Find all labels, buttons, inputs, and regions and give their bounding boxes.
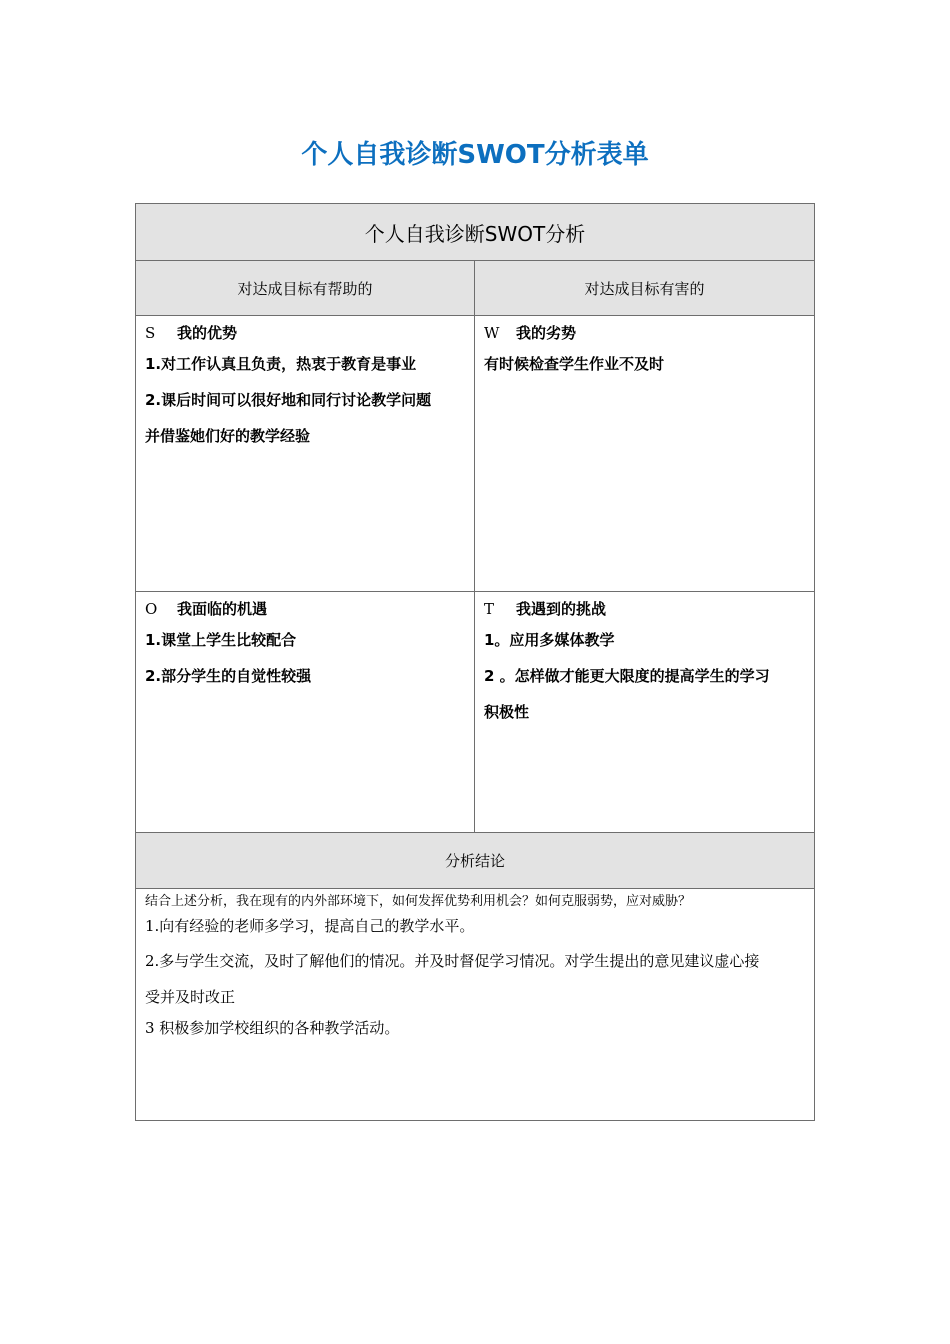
- weaknesses-line: 有时候检查学生作业不及时: [484, 355, 665, 373]
- threats-line: 积极性: [484, 703, 530, 721]
- conclusion-body: [136, 889, 814, 1120]
- opportunities-heading: [145, 596, 466, 622]
- opportunities-letter: O: [145, 600, 158, 618]
- harmful-header: 对达成目标有害的: [475, 261, 814, 316]
- swot-table: [135, 203, 815, 1121]
- threats-line: 2 。怎样做才能更大限度的提高学生的学习: [484, 667, 770, 685]
- conclusion-header: 分析结论: [136, 833, 814, 889]
- document-title: 个人自我诊断SWOT分析表单: [301, 140, 649, 170]
- strengths-line: 并借鉴她们好的教学经验: [145, 427, 311, 445]
- opportunities-line: 2.部分学生的自觉性较强: [145, 667, 312, 685]
- threats-title: 我遇到的挑战: [516, 600, 607, 618]
- conclusion-line: 1.向有经验的老师多学习，提高自己的教学水平。: [145, 917, 475, 935]
- table-title: 个人自我诊断SWOT分析: [136, 204, 814, 261]
- threats-heading: [484, 596, 806, 622]
- weaknesses-letter: W: [484, 324, 500, 342]
- weaknesses-cell: [475, 316, 814, 592]
- threats-letter: T: [484, 600, 495, 618]
- opportunities-line: 1.课堂上学生比较配合: [145, 631, 297, 649]
- strengths-title: 我的优势: [177, 324, 238, 342]
- conclusion-line: 3 积极参加学校组织的各种教学活动。: [145, 1019, 400, 1037]
- strengths-line: 1.对工作认真且负责，热衷于教育是事业: [145, 355, 417, 373]
- conclusion-line: 2.多与学生交流，及时了解他们的情况。并及时督促学习情况。对学生提出的意见建议虚心接: [145, 952, 760, 970]
- conclusion-line: 受并及时改正: [145, 988, 236, 1006]
- strengths-letter: S: [145, 324, 156, 342]
- weaknesses-heading: [484, 320, 806, 346]
- threats-cell: [475, 592, 814, 833]
- strengths-line: 2.课后时间可以很好地和同行讨论教学问题: [145, 391, 432, 409]
- strengths-heading: [145, 320, 466, 346]
- threats-line: 1。应用多媒体教学: [484, 631, 615, 649]
- conclusion-question: 结合上述分析，我在现有的内外部环境下，如何发挥优势利用机会？如何克服弱势，应对威胁？: [145, 894, 692, 909]
- opportunities-title: 我面临的机遇: [177, 600, 268, 618]
- helpful-header: 对达成目标有帮助的: [136, 261, 475, 316]
- weaknesses-title: 我的劣势: [516, 324, 577, 342]
- strengths-cell: [136, 316, 475, 592]
- opportunities-cell: [136, 592, 475, 833]
